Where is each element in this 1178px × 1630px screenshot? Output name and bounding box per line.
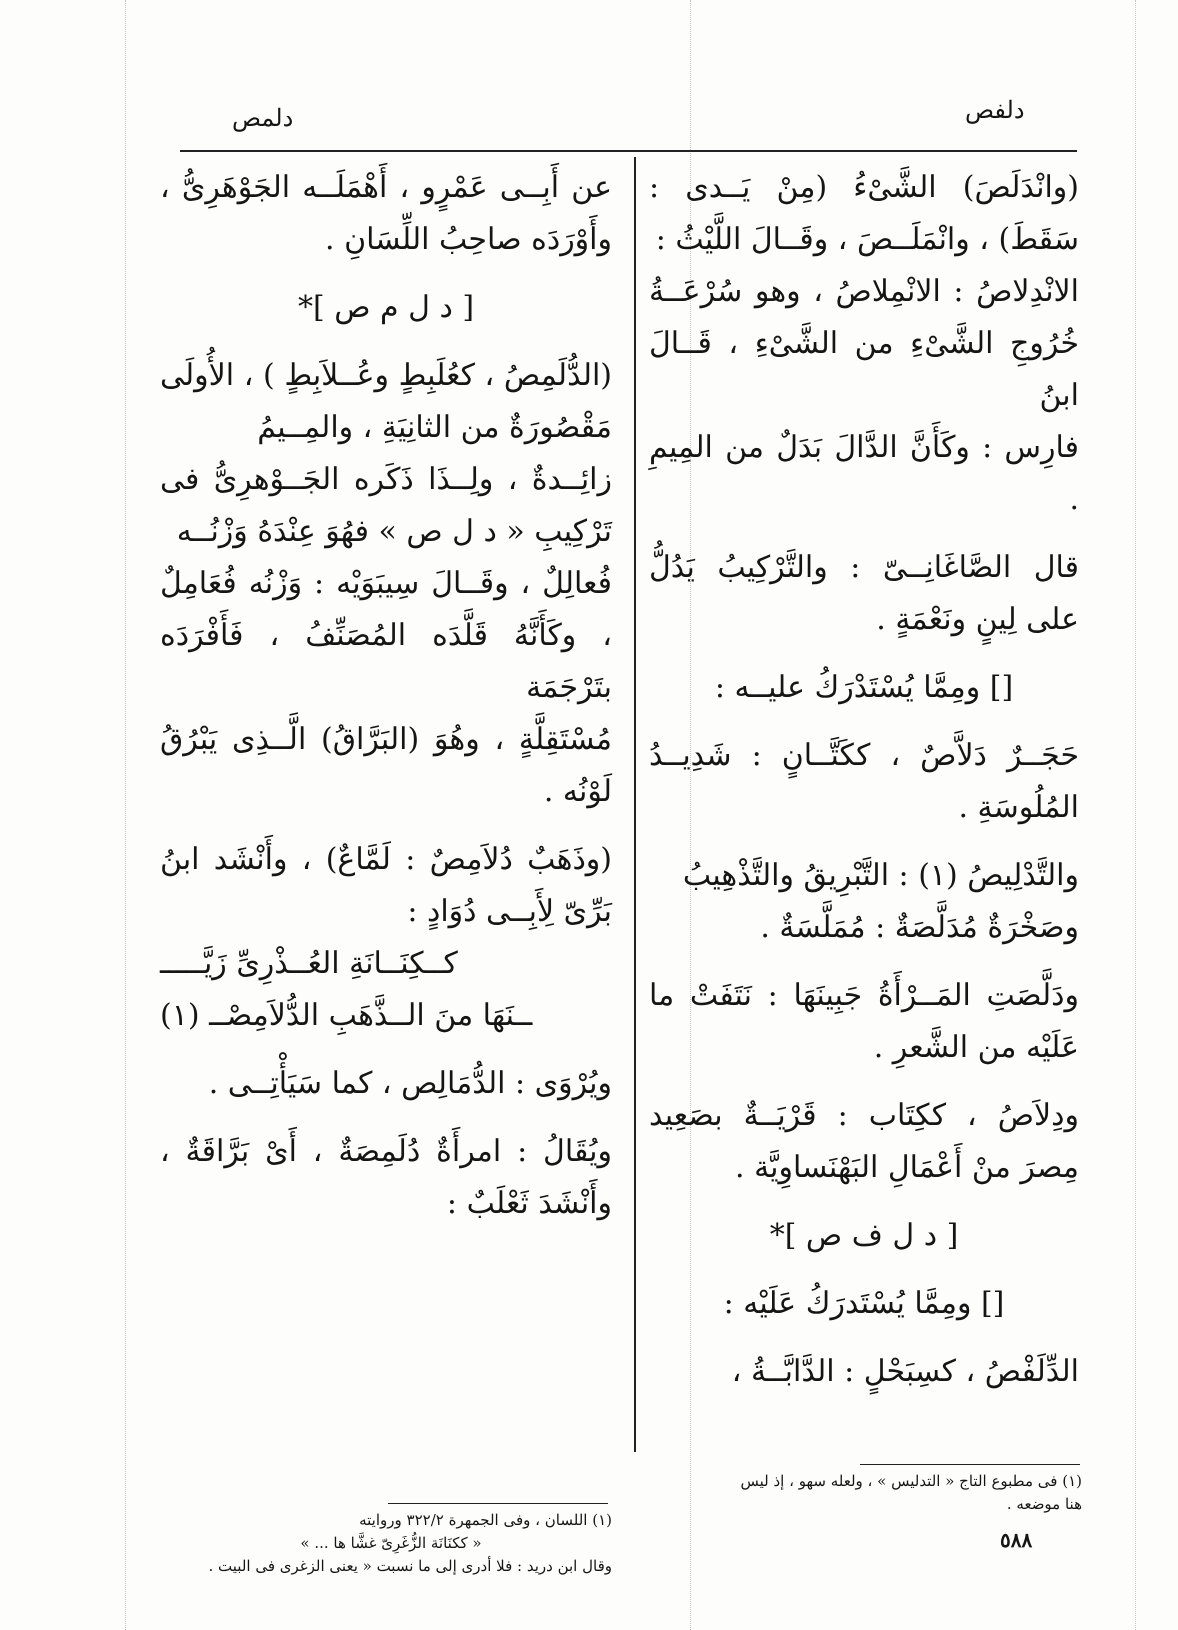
entry-text: الانْدِلاصُ : الانْمِلاصُ ، وهو سُرْعَــةُ خُرُوجِ الشَّىْءِ من الشَّىْءِ ، قَــالَ ابنُ — [649, 274, 1079, 413]
entry-text: (وذَهَبٌ دُلاَمِصٌ : لَمَّاعٌ) ، وأَنْشَد ابنُ بَرِّىّ لِأَبِــى دُوَادٍ : — [160, 842, 612, 929]
left-footnote — [170, 1509, 612, 1578]
entry-text: ويُرْوَى : الدُّمَالِص ، كما سَيَأْتِــى . — [208, 1066, 612, 1101]
footnote-line: هنا موضعه . — [1006, 1495, 1082, 1513]
entry-text: الدِّلَفْصُ ، كسِبَحْلٍ : الدَّابَّــةُ ، — [731, 1354, 1079, 1389]
entry-text: ودَلَّصَتِ المَــرْأَةُ جَبِينَهَا : نَتَفَتْ ما عَلَيْه من الشَّعرِ . — [649, 978, 1079, 1065]
right-column — [649, 162, 1079, 1398]
header-rule — [180, 150, 1077, 152]
column-divider — [634, 157, 636, 1452]
poem-verse-second: ــنَهَا منَ الــذَّهَبِ الدُّلاَمِصْــ (١) — [160, 998, 533, 1033]
scan-fold-line — [1135, 0, 1136, 1630]
footnote-rule — [860, 1464, 1080, 1465]
supplement-heading: [] ومِمَّا يُسْتَدرَكُ عَلَيْه : — [723, 1286, 1005, 1321]
footnote-rule — [388, 1503, 608, 1504]
poem-verse-first: كــكِنَــانَةِ العُــذْرِىِّ زَيَّـــــ — [160, 946, 458, 981]
page-number: ٥٨٨ — [1000, 1528, 1033, 1552]
entry-text: مُسْتَقِلَّةٍ ، وهُوَ (البَرَّاقُ) الَّــذِى يَبْرُقُ لَوْنُه . — [160, 722, 612, 809]
scan-fold-line — [125, 0, 126, 1630]
root-heading: [ د ل ف ص ]* — [769, 1218, 959, 1253]
right-footnote — [675, 1470, 1082, 1516]
running-head-right: دلفص — [965, 96, 1025, 124]
left-column — [160, 162, 612, 1230]
entry-text: عن أَبِــى عَمْرٍو ، أَهْمَلَــه الجَوْهَرِىُّ ، وأَوْرَدَه صاحِبُ اللِّسَانِ . — [160, 170, 612, 257]
entry-text: فُعالِلٌ ، وقَــالَ سِيبَوَيْه : وَزْنُه فُعَامِلٌ ، وكَأَنَّهُ قَلَّدَه المُصَنِّفُ ، فَأَفْرَدَه بتَرْجَمَة — [160, 566, 612, 705]
entry-text: (الدُّلَمِصُ ، كعُلَبِطٍ وعُــلاَبِطٍ ) ، الأُولَى مَقْصُورَةٌ من الثانِيَةِ ، والمِــيمُ — [160, 358, 612, 445]
running-head-left: دلمص — [232, 104, 294, 132]
root-heading: [ د ل م ص ]* — [297, 290, 475, 325]
footnote-line: (١) اللسان ، وفى الجمهرة ٣٢٢/٢ وروايته — [359, 1511, 612, 1529]
entry-text: فارِس : وكَأَنَّ الدَّالَ بَدَلٌ من المِيمِ . — [649, 430, 1079, 517]
footnote-line: (١) فى مطبوع التاج « التدليس » ، ولعله سهو ، إذ ليس — [740, 1472, 1082, 1490]
entry-text: قال الصَّاغَانِــىّ : والتَّرْكِيبُ يَدُلُّ على لِينٍ ونَعْمَةٍ . — [649, 550, 1079, 637]
entry-text: ويُقَالُ : امرأَةٌ دُلَمِصَةٌ ، أَىْ بَرَّاقَةٌ ، وأَنْشَدَ ثَعْلَبٌ : — [160, 1134, 612, 1221]
entry-text: حَجَــرٌ دَلاَّصٌ ، ككَتَّــانٍ : شَدِيــدُ المُلُوسَةِ . — [649, 738, 1079, 825]
supplement-heading: [] ومِمَّا يُسْتَدْرَكُ عليــه : — [714, 670, 1014, 705]
entry-text: زائِــدةٌ ، ولِــذَا ذَكَره الجَــوْهرِىُّ فى تَرْكِيبِ « د ل ص » فهُوَ عِنْدَهُ وَزْنُــه — [160, 462, 612, 549]
entry-text: والتَّدْلِيصُ (١) : التَّبْرِيقُ والتَّذْهِيبُ — [682, 858, 1079, 893]
footnote-line: وقال ابن دريد : فلا أدرى إلى ما نسبت « يعنى الزغرى فى البيت . — [208, 1557, 612, 1575]
entry-text: ودِلاَصُ ، ككِتَاب : قَرْيَــةٌ بصَعِيد مِصرَ منْ أَعْمَالِ البَهْنَساوِيَّة . — [649, 1098, 1079, 1185]
footnote-line: « ككنَانَة الزُّغَرِىّ غشَّا ها ... » — [300, 1534, 482, 1552]
entry-text: (وانْدَلَصَ) الشَّىْءُ (مِنْ يَــدى : سَقَطَ) ، وانْمَلَــصَ ، وقَــالَ اللَّيْثُ : — [649, 170, 1079, 257]
entry-text: وصَخْرَةٌ مُدَلَّصَةٌ : مُمَلَّسَةٌ . — [760, 910, 1079, 945]
